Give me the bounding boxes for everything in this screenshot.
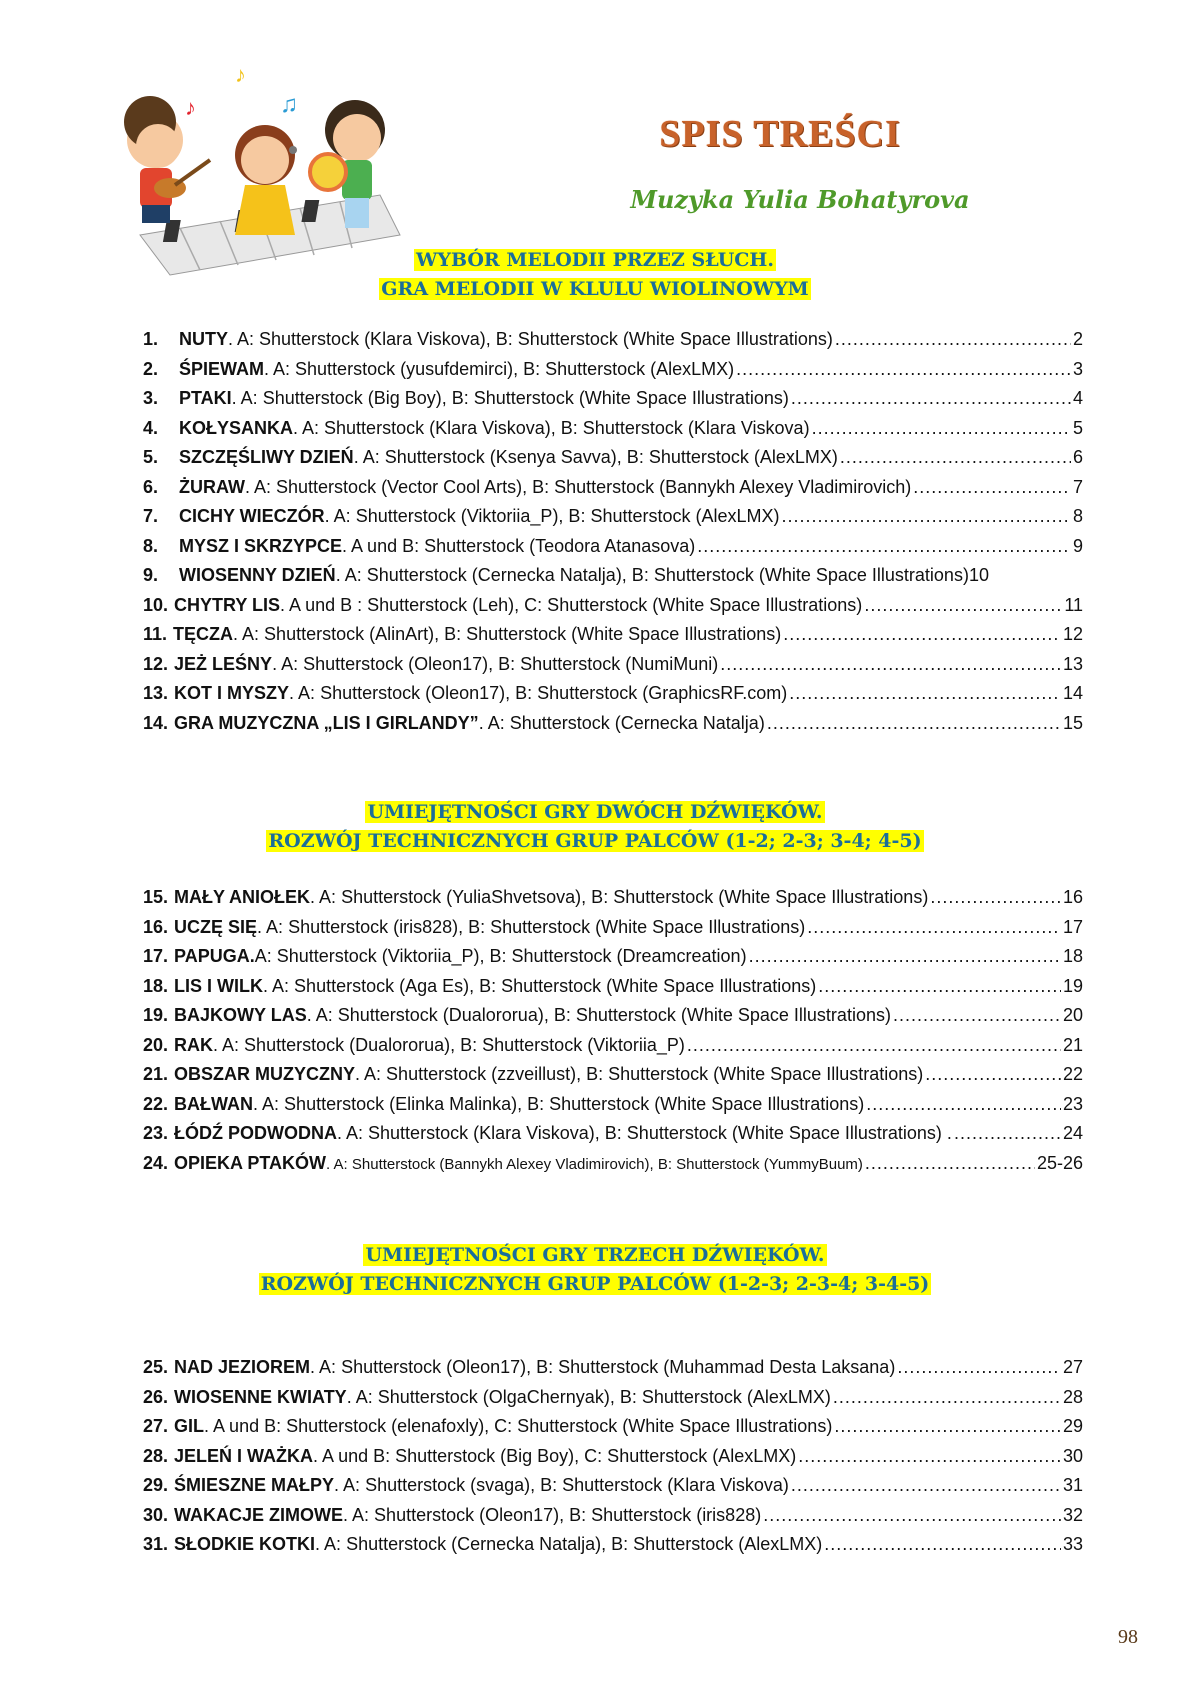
- entry-title: ŚMIESZNE MAŁPY: [174, 1475, 335, 1495]
- entry-page: 6: [1072, 447, 1083, 467]
- entry-number: 30.: [143, 1504, 169, 1525]
- entry-credit: . A: Shutterstock (Aga Es), B: Shutterstock (White Space Illustrations): [263, 975, 817, 996]
- entry-credit: . A: Shutterstock (Klara Viskova), B: Shutterstock (White Space Illustrations): [228, 329, 833, 349]
- entry-credit: . A und B: Shutterstock (Big Boy), C: Shutterstock (AlexLMX): [313, 1445, 797, 1466]
- entry-credit: . A: Shutterstock (AlinArt), B: Shutterstock (White Space Illustrations): [233, 624, 782, 644]
- toc-entry[interactable]: [143, 683, 1083, 713]
- entry-number: 16.: [143, 916, 169, 937]
- entry-number: 21.: [143, 1064, 169, 1084]
- section-heading-line1: WYBÓR MELODII PRZEZ SŁUCH.: [416, 249, 774, 271]
- entry-page: 30: [1062, 1445, 1083, 1466]
- entry-page: 10: [968, 565, 989, 585]
- dot-leader: [782, 506, 1071, 527]
- toc-entry[interactable]: [143, 1094, 1083, 1124]
- entry-number: 5.: [143, 447, 159, 467]
- entry-title: MAŁY ANIOŁEK: [174, 887, 311, 907]
- entry-title: GIL: [174, 1416, 205, 1436]
- toc-entry[interactable]: [143, 1357, 1083, 1387]
- entry-number: 3.: [143, 388, 159, 408]
- dot-leader: [833, 1387, 1061, 1408]
- entry-number: 2.: [143, 358, 159, 379]
- toc-entry[interactable]: [143, 976, 1083, 1006]
- toc-entry[interactable]: [143, 1064, 1083, 1094]
- entry-number: 4.: [143, 417, 159, 438]
- entry-number: 29.: [143, 1475, 169, 1495]
- entry-page: 27: [1062, 1357, 1083, 1377]
- entry-credit: . A: Shutterstock (Oleon17), B: Shutterstock (iris828): [343, 1504, 762, 1525]
- entry-number: 19.: [143, 1005, 169, 1025]
- section-heading-1: [0, 246, 1190, 304]
- entry-page: 9: [1072, 535, 1083, 556]
- toc-entry[interactable]: [143, 388, 1083, 418]
- dot-leader: [864, 595, 1062, 616]
- entry-title: TĘCZA: [173, 624, 234, 644]
- toc-entry[interactable]: [143, 946, 1083, 976]
- toc-list-1: [143, 329, 1083, 742]
- entry-credit: . A: Shutterstock (Big Boy), B: Shutterstock (White Space Illustrations): [231, 388, 789, 408]
- entry-title: NAD JEZIOREM: [174, 1357, 311, 1377]
- entry-page: 24: [1062, 1123, 1083, 1143]
- toc-entry[interactable]: [143, 447, 1083, 477]
- dot-leader: [763, 1505, 1061, 1526]
- entry-title: JEŻ LEŚNY: [174, 653, 273, 674]
- dot-leader: [865, 1153, 1035, 1174]
- entry-credit: . A: Shutterstock (Oleon17), B: Shutterstock (Muhammad Desta Laksana): [310, 1357, 896, 1377]
- entry-page: 28: [1062, 1386, 1083, 1407]
- dot-leader: [818, 976, 1061, 997]
- dot-leader: [840, 447, 1071, 468]
- dot-leader: [807, 917, 1061, 938]
- dot-leader: [798, 1446, 1061, 1467]
- entry-page: 5: [1072, 417, 1083, 438]
- entry-credit: . A: Shutterstock (Klara Viskova), B: Shutterstock (Klara Viskova): [293, 417, 810, 438]
- section-heading-line2: ROZWÓJ TECHNICZNYCH GRUP PALCÓW (1-2-3; 2-3-4; 3-4-5): [260, 1273, 930, 1295]
- dot-leader: [789, 683, 1061, 704]
- toc-entry[interactable]: [143, 595, 1083, 625]
- entry-credit: . A: Shutterstock (Dualororua), B: Shutterstock (Viktoriia_P): [213, 1034, 685, 1055]
- toc-list-2: [143, 887, 1083, 1182]
- entry-title: OBSZAR MUZYCZNY: [174, 1064, 356, 1084]
- entry-credit: . A: Shutterstock (svaga), B: Shutterstock (Klara Viskova): [334, 1475, 789, 1495]
- entry-page: 31: [1062, 1475, 1083, 1495]
- entry-title: WAKACJE ZIMOWE: [174, 1504, 344, 1525]
- toc-list-3: [143, 1357, 1083, 1564]
- toc-entry[interactable]: [143, 917, 1083, 947]
- entry-number: 31.: [143, 1534, 169, 1554]
- section-heading-line1: UMIEJĘTNOŚCI GRY TRZECH DŹWIĘKÓW.: [365, 1244, 825, 1266]
- toc-entry[interactable]: [143, 713, 1083, 743]
- section-heading-3: [0, 1241, 1190, 1299]
- entry-number: 26.: [143, 1386, 169, 1407]
- entry-credit: . A: Shutterstock (Elinka Malinka), B: Shutterstock (White Space Illustrations): [253, 1093, 865, 1114]
- entry-page: 16: [1062, 887, 1083, 907]
- entry-number: 27.: [143, 1416, 169, 1436]
- toc-entry[interactable]: [143, 1005, 1083, 1035]
- entry-credit: . A: Shutterstock (Oleon17), B: Shutterstock (NumiMuni): [272, 653, 719, 674]
- toc-entry[interactable]: [143, 565, 1083, 595]
- entry-title: ŚPIEWAM: [179, 358, 265, 379]
- entry-page: 20: [1062, 1005, 1083, 1025]
- entry-title: WIOSENNY DZIEŃ: [179, 565, 336, 585]
- entry-number: 9.: [143, 565, 159, 585]
- dot-leader: [866, 1094, 1061, 1115]
- entry-credit: . A: Shutterstock (zzveillust), B: Shutterstock (White Space Illustrations): [355, 1064, 924, 1084]
- entry-credit: . A: Shutterstock (Cernecka Natalja), B: Shutterstock (AlexLMX): [315, 1534, 823, 1554]
- entry-credit: . A: Shutterstock (Ksenya Savva), B: Shutterstock (AlexLMX): [353, 447, 838, 467]
- entry-credit: . A: Shutterstock (Dualororua), B: Shutterstock (White Space Illustrations): [306, 1005, 891, 1025]
- toc-entry[interactable]: [143, 654, 1083, 684]
- toc-entry[interactable]: [143, 887, 1083, 917]
- toc-entry[interactable]: [143, 1153, 1083, 1183]
- entry-title: LIS I WILK: [174, 975, 264, 996]
- entry-credit: . A: Shutterstock (Cernecka Natalja): [478, 712, 765, 733]
- toc-entry[interactable]: [143, 1035, 1083, 1065]
- svg-text:♫: ♫: [280, 91, 298, 118]
- entry-title: JELEŃ I WAŻKA: [174, 1445, 314, 1466]
- entry-title: OPIEKA PTAKÓW: [174, 1152, 327, 1173]
- entry-title: SZCZĘŚLIWY DZIEŃ: [179, 447, 354, 467]
- entry-number: 17.: [143, 946, 169, 966]
- entry-page: 14: [1062, 683, 1083, 703]
- dot-leader: [893, 1005, 1061, 1026]
- entry-title: SŁODKIE KOTKI: [174, 1534, 316, 1554]
- entry-number: 23.: [143, 1123, 169, 1143]
- section-heading-line2: ROZWÓJ TECHNICZNYCH GRUP PALCÓW (1-2; 2-3; 3-4; 4-5): [268, 830, 922, 852]
- entry-number: 12.: [143, 653, 169, 674]
- entry-title: GRA MUZYCZNA „LIS I GIRLANDY”: [174, 712, 479, 733]
- entry-page: 13: [1062, 653, 1083, 674]
- entry-page: 8: [1072, 506, 1083, 526]
- entry-number: 20.: [143, 1034, 169, 1055]
- entry-number: 11.: [143, 624, 168, 644]
- entry-credit: . A und B: Shutterstock (Teodora Atanasova): [342, 535, 696, 556]
- dot-leader: [736, 359, 1071, 380]
- entry-title: NUTY: [179, 329, 228, 349]
- entry-title: ŁÓDŹ PODWODNA: [174, 1123, 338, 1143]
- page-title: SPIS TREŚCI: [659, 113, 901, 155]
- dot-leader: [791, 388, 1071, 409]
- entry-page: 2: [1072, 329, 1083, 349]
- entry-page: 18: [1062, 946, 1083, 966]
- entry-number: 25.: [143, 1357, 169, 1377]
- entry-credit: . A: Shutterstock (Klara Viskova), B: Shutterstock (White Space Illustrations) .: [337, 1123, 952, 1143]
- page-subtitle: Muzyka Yulia Bohatyrova: [630, 185, 970, 214]
- entry-credit: . A: Shutterstock (Oleon17), B: Shutterstock (GraphicsRF.com): [289, 683, 788, 703]
- entry-number: 28.: [143, 1445, 169, 1466]
- entry-number: 24.: [143, 1152, 169, 1173]
- entry-credit: . A: Shutterstock (YuliaShvetsova), B: Shutterstock (White Space Illustrations): [310, 887, 929, 907]
- toc-entry[interactable]: [143, 1446, 1083, 1476]
- toc-entry[interactable]: [143, 506, 1083, 536]
- entry-page: 19: [1062, 975, 1083, 996]
- entry-credit: . A: Shutterstock (Vector Cool Arts), B: Shutterstock (Bannykh Alexey Vladimirovich): [245, 476, 912, 497]
- entry-title: ŻURAW: [179, 476, 245, 497]
- entry-credit: . A: Shutterstock (Cernecka Natalja), B: Shutterstock (White Space Illustrations): [335, 565, 969, 585]
- entry-title: CHYTRY LIS: [174, 594, 281, 615]
- entry-number: 1.: [143, 329, 159, 349]
- entry-page: 32: [1062, 1504, 1083, 1525]
- entry-page: 25-26: [1036, 1152, 1083, 1173]
- section-heading-line2: GRA MELODII W KLULU WIOLINOWYM: [381, 278, 809, 300]
- dot-leader: [897, 1357, 1061, 1378]
- dot-leader: [783, 624, 1061, 645]
- toc-entry[interactable]: [143, 1416, 1083, 1446]
- entry-credit: . A und B: Shutterstock (elenafoxly), C: Shutterstock (White Space Illustrations): [204, 1416, 833, 1436]
- entry-credit: . A: Shutterstock (Viktoriia_P), B: Shutterstock (AlexLMX): [324, 506, 780, 526]
- entry-number: 22.: [143, 1093, 169, 1114]
- page-number: 98: [1118, 1626, 1138, 1648]
- dot-leader: [930, 887, 1061, 908]
- entry-page: 4: [1072, 388, 1083, 408]
- dot-leader: [834, 1416, 1061, 1437]
- entry-title: KOT I MYSZY: [174, 683, 290, 703]
- toc-entry[interactable]: [143, 1475, 1083, 1505]
- toc-entry[interactable]: [143, 1387, 1083, 1417]
- entry-title: BAJKOWY LAS: [174, 1005, 307, 1025]
- entry-number: 18.: [143, 975, 169, 996]
- dot-leader: [954, 1123, 1061, 1144]
- entry-page: 23: [1062, 1093, 1083, 1114]
- svg-text:♪: ♪: [235, 62, 246, 87]
- entry-credit: . A und B : Shutterstock (Leh), C: Shutterstock (White Space Illustrations): [280, 594, 863, 615]
- entry-page: 22: [1062, 1064, 1083, 1084]
- entry-title: MYSZ I SKRZYPCE: [179, 535, 343, 556]
- entry-title: WIOSENNE KWIATY: [174, 1386, 347, 1407]
- dot-leader: [749, 946, 1061, 967]
- entry-page: 33: [1062, 1534, 1083, 1554]
- toc-entry[interactable]: [143, 329, 1083, 359]
- entry-page: 11: [1064, 594, 1083, 615]
- entry-number: 13.: [143, 683, 169, 703]
- dot-leader: [720, 654, 1061, 675]
- dot-leader: [913, 477, 1071, 498]
- entry-title: PAPUGA.: [174, 946, 255, 966]
- entry-title: UCZĘ SIĘ: [174, 916, 258, 937]
- toc-entry[interactable]: [143, 1534, 1083, 1564]
- dot-leader: [835, 329, 1071, 350]
- entry-page: 15: [1062, 712, 1083, 733]
- entry-page: 17: [1062, 916, 1083, 937]
- toc-entry[interactable]: [143, 477, 1083, 507]
- entry-title: CICHY WIECZÓR: [179, 506, 325, 526]
- entry-number: 15.: [143, 887, 169, 907]
- dot-leader: [687, 1035, 1061, 1056]
- svg-text:♪: ♪: [185, 95, 196, 120]
- toc-entry[interactable]: [143, 624, 1083, 654]
- entry-number: 10.: [143, 594, 169, 615]
- toc-entry[interactable]: [143, 359, 1083, 389]
- entry-number: 8.: [143, 535, 159, 556]
- entry-title: PTAKI: [179, 388, 232, 408]
- entry-number: 14.: [143, 712, 169, 733]
- entry-number: 6.: [143, 476, 159, 497]
- toc-entry[interactable]: [143, 418, 1083, 448]
- toc-entry[interactable]: [143, 1505, 1083, 1535]
- entry-title: BAŁWAN: [174, 1093, 254, 1114]
- dot-leader: [791, 1475, 1061, 1496]
- dot-leader: [925, 1064, 1061, 1085]
- entry-page: 12: [1062, 624, 1083, 644]
- toc-entry[interactable]: [143, 536, 1083, 566]
- entry-credit: . A: Shutterstock (Bannykh Alexey Vladimirovich), B: Shutterstock (YummyBuum): [326, 1155, 863, 1173]
- toc-entry[interactable]: [143, 1123, 1083, 1153]
- entry-credit: . A: Shutterstock (iris828), B: Shutterstock (White Space Illustrations): [257, 916, 806, 937]
- entry-credit: A: Shutterstock (Viktoriia_P), B: Shutterstock (Dreamcreation): [254, 946, 747, 966]
- entry-title: RAK: [174, 1034, 214, 1055]
- entry-page: 3: [1072, 358, 1083, 379]
- entry-page: 7: [1072, 476, 1083, 497]
- entry-credit: . A: Shutterstock (OlgaChernyak), B: Shutterstock (AlexLMX): [346, 1386, 831, 1407]
- section-heading-line1: UMIEJĘTNOŚCI GRY DWÓCH DŹWIĘKÓW.: [367, 801, 823, 823]
- dot-leader: [767, 713, 1061, 734]
- entry-number: 7.: [143, 506, 159, 526]
- dot-leader: [824, 1534, 1061, 1555]
- entry-page: 29: [1062, 1416, 1083, 1436]
- entry-page: 21: [1062, 1034, 1083, 1055]
- dot-leader: [697, 536, 1071, 557]
- dot-leader: [812, 418, 1071, 439]
- entry-credit: . A: Shutterstock (yusufdemirci), B: Shutterstock (AlexLMX): [264, 358, 735, 379]
- section-heading-2: [0, 798, 1190, 856]
- entry-title: KOŁYSANKA: [179, 417, 294, 438]
